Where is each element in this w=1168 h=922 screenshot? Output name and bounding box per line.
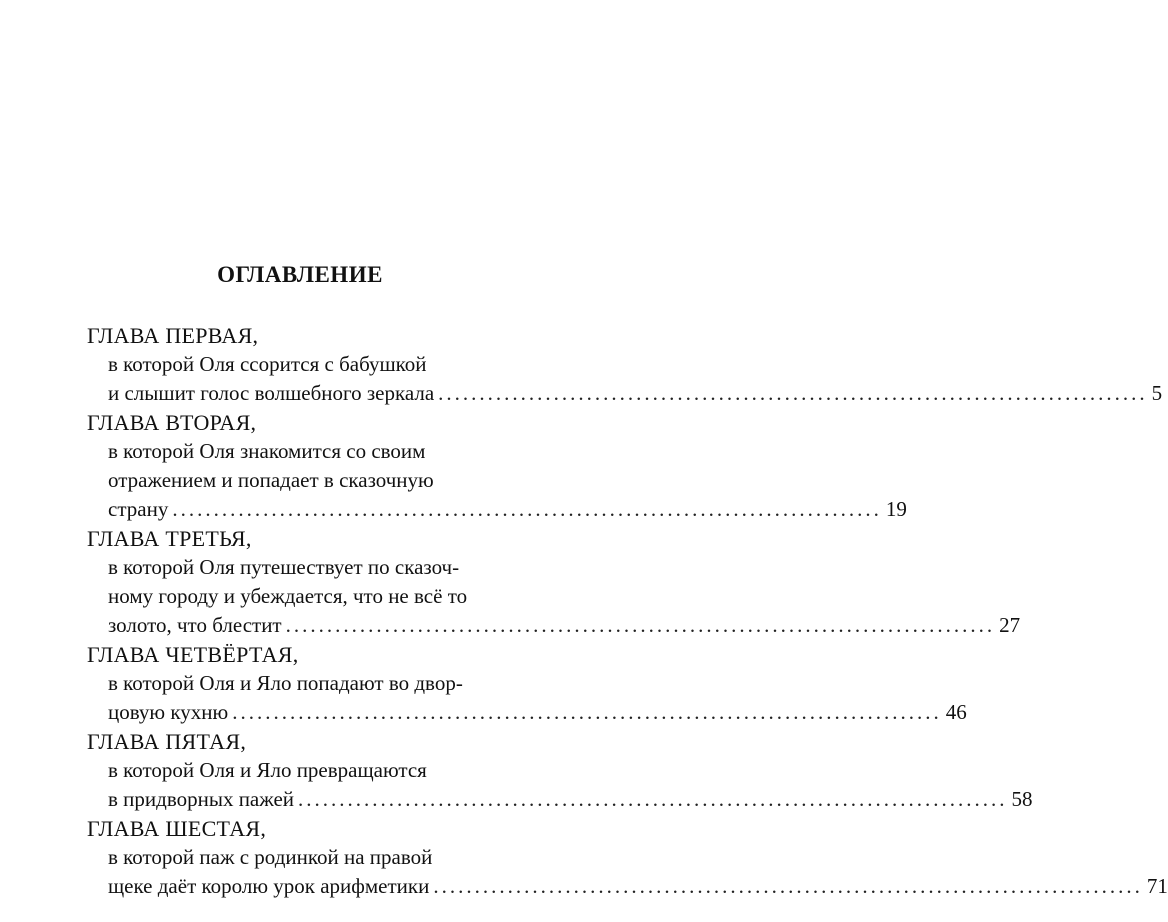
chapter-description-line: в которой паж с родинкой на правой xyxy=(108,845,433,869)
toc-title: ОГЛАВЛЕНИЕ xyxy=(217,262,383,287)
chapter-description-text: страну xyxy=(108,497,169,521)
chapter-description-last-line xyxy=(87,611,1021,640)
toc-entry[interactable] xyxy=(87,727,1033,814)
dot-leader: ...................................................................................... xyxy=(438,381,1148,405)
toc-entry[interactable] xyxy=(87,814,1168,901)
chapter-description-text: цовую кухню xyxy=(108,700,229,724)
page-number: 71 xyxy=(1146,874,1168,898)
chapter-heading: ГЛАВА ЧЕТВЁРТАЯ, xyxy=(87,642,299,667)
chapter-description-line: в которой Оля знакомится со своим xyxy=(108,439,426,463)
page-number: 27 xyxy=(999,613,1021,637)
page-number: 19 xyxy=(885,497,907,521)
chapter-heading: ГЛАВА ТРЕТЬЯ, xyxy=(87,526,252,551)
dot-leader: ...................................................................................... xyxy=(298,787,1008,811)
toc-entry[interactable] xyxy=(87,640,967,727)
dot-leader: ...................................................................................... xyxy=(172,497,882,521)
chapter-heading: ГЛАВА ПЕРВАЯ, xyxy=(87,323,259,348)
dot-leader: ...................................................................................... xyxy=(285,613,996,637)
toc-entry[interactable] xyxy=(87,408,907,524)
chapter-heading: ГЛАВА ВТОРАЯ, xyxy=(87,410,257,435)
chapter-description-line: в которой Оля путешествует по сказоч- xyxy=(108,555,460,579)
chapter-description-line: в которой Оля и Яло превращаются xyxy=(108,758,427,782)
chapter-heading: ГЛАВА ШЕСТАЯ, xyxy=(87,816,267,841)
page-number: 58 xyxy=(1011,787,1033,811)
chapter-description-last-line xyxy=(87,872,1168,901)
chapter-description-text: золото, что блестит xyxy=(108,613,282,637)
page-number: 5 xyxy=(1151,381,1163,405)
chapter-description-line: ному городу и убеждается, что не всё то xyxy=(108,584,468,608)
dot-leader: ...................................................................................... xyxy=(433,874,1143,898)
table-of-contents xyxy=(87,321,1168,901)
chapter-description-last-line xyxy=(87,495,907,524)
chapter-description-last-line xyxy=(87,379,1163,408)
dot-leader: ...................................................................................... xyxy=(232,700,942,724)
page-number: 46 xyxy=(945,700,967,724)
chapter-description-line: в которой Оля ссорится с бабушкой xyxy=(108,352,427,376)
chapter-description-text: и слышит голос волшебного зеркала xyxy=(108,381,435,405)
chapter-description-text: в придворных пажей xyxy=(108,787,295,811)
chapter-description-line: отражением и попадает в сказочную xyxy=(108,468,434,492)
chapter-description-last-line xyxy=(87,785,1033,814)
toc-entry[interactable] xyxy=(87,524,1021,640)
chapter-heading: ГЛАВА ПЯТАЯ, xyxy=(87,729,247,754)
toc-entry[interactable] xyxy=(87,321,1163,408)
chapter-description-line: в которой Оля и Яло попадают во двор- xyxy=(108,671,463,695)
chapter-description-text: щеке даёт королю урок арифметики xyxy=(108,874,430,898)
chapter-description-last-line xyxy=(87,698,967,727)
